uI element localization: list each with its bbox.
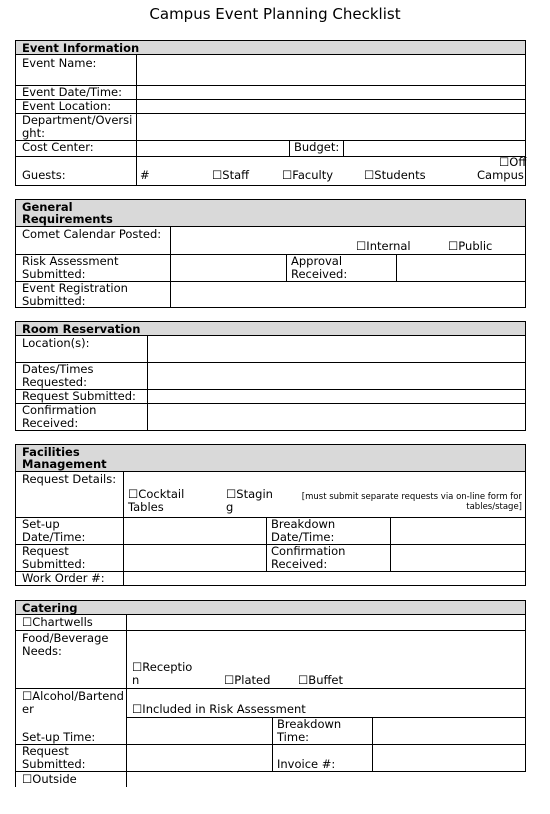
request-submitted-field[interactable] — [148, 390, 525, 403]
risk-assessment-field[interactable] — [171, 255, 286, 281]
dates-requested-label: Dates/Times Requested: — [22, 362, 94, 389]
event-registration-field[interactable] — [171, 282, 525, 307]
general-header-line2: Requirements — [22, 212, 113, 226]
facilities-header — [15, 444, 526, 472]
public-checkbox[interactable]: ☐Public — [448, 239, 493, 253]
event-datetime-label: Event Date/Time: — [22, 85, 122, 99]
guests-label: Guests: — [22, 168, 66, 182]
department-label: Department/Oversi ght: — [22, 113, 133, 140]
event-name-field[interactable] — [137, 56, 525, 85]
cost-center-field[interactable] — [137, 141, 289, 156]
breakdown-datetime-field[interactable] — [391, 518, 525, 544]
confirmation-received-label: Confirmation Received: — [22, 403, 97, 430]
dates-requested-field[interactable] — [148, 363, 525, 389]
reception-checkbox[interactable]: ☐Receptio n — [132, 660, 193, 687]
outside-checkbox[interactable]: ☐Outside — [22, 772, 77, 786]
catering-request-submitted-label: Request Submitted: — [22, 744, 86, 771]
buffet-checkbox[interactable]: ☐Buffet — [298, 673, 343, 687]
breakdown-datetime-label: Breakdown Date/Time: — [271, 517, 336, 544]
general-requirements-header — [15, 199, 526, 227]
setup-datetime-label: Set-up Date/Time: — [22, 517, 86, 544]
setup-time-field[interactable] — [127, 718, 272, 744]
room-reservation-header: Room Reservation — [15, 321, 526, 336]
comet-calendar-label: Comet Calendar Posted: — [22, 227, 162, 241]
chartwells-checkbox[interactable]: ☐Chartwells — [22, 615, 93, 629]
page-title: Campus Event Planning Checklist — [149, 5, 401, 23]
facilities-header-line1: Facilities — [22, 445, 80, 459]
location-label: Location(s): — [22, 336, 90, 350]
breakdown-time-field[interactable] — [373, 718, 525, 744]
budget-field[interactable] — [344, 141, 525, 156]
food-beverage-label: Food/Beverage Needs: — [22, 631, 109, 658]
catering-request-submitted-field[interactable] — [127, 745, 272, 771]
event-location-field[interactable] — [137, 100, 525, 113]
event-information-header: Event Information — [15, 40, 526, 55]
facilities-confirmation-field[interactable] — [391, 545, 525, 571]
cocktail-tables-checkbox[interactable]: ☐Cocktail Tables — [128, 487, 185, 514]
included-risk-checkbox[interactable]: ☐Included in Risk Assessment — [132, 702, 306, 716]
setup-time-label: Set-up Time: — [22, 730, 96, 744]
facilities-confirmation-label: Confirmation Received: — [271, 544, 346, 571]
catering-header: Catering — [15, 600, 526, 615]
work-order-label: Work Order #: — [22, 571, 105, 585]
budget-label: Budget: — [294, 140, 340, 154]
setup-datetime-field[interactable] — [124, 518, 266, 544]
request-submitted-label: Request Submitted: — [22, 389, 136, 403]
event-registration-label: Event Registration Submitted: — [22, 281, 128, 308]
event-name-label: Event Name: — [22, 56, 97, 70]
students-checkbox[interactable]: ☐Students — [364, 168, 426, 182]
off-campus-checkbox[interactable]: ☐Off — [499, 155, 527, 169]
confirmation-received-field[interactable] — [148, 404, 525, 430]
cost-center-label: Cost Center: — [22, 140, 94, 154]
request-details-label: Request Details: — [22, 472, 117, 486]
faculty-checkbox[interactable]: ☐Faculty — [282, 168, 334, 182]
staging-checkbox[interactable]: ☐Stagin g — [226, 487, 273, 514]
general-header-line1: General — [22, 200, 73, 214]
off-campus-label: Campus — [477, 168, 524, 182]
guest-count-label: # — [140, 168, 150, 182]
work-order-field[interactable] — [124, 572, 525, 585]
invoice-field[interactable] — [373, 745, 525, 771]
alcohol-bartender-checkbox[interactable]: ☐Alcohol/Bartend er — [22, 689, 124, 716]
approval-received-label: Approval Received: — [291, 254, 348, 281]
risk-assessment-label: Risk Assessment Submitted: — [22, 254, 119, 281]
location-field[interactable] — [148, 337, 525, 362]
approval-received-field[interactable] — [397, 255, 525, 281]
facilities-request-submitted-field[interactable] — [124, 545, 266, 571]
staff-checkbox[interactable]: ☐Staff — [212, 168, 250, 182]
event-location-label: Event Location: — [22, 99, 112, 113]
facilities-request-submitted-label: Request Submitted: — [22, 544, 86, 571]
event-datetime-field[interactable] — [137, 86, 525, 99]
department-field[interactable] — [137, 114, 525, 140]
chartwells-field[interactable] — [127, 616, 525, 630]
facilities-note: [must submit separate requests via on-line form for tables/stage] — [301, 492, 522, 512]
invoice-label: Invoice #: — [277, 757, 336, 771]
breakdown-time-label: Breakdown Time: — [277, 717, 342, 744]
plated-checkbox[interactable]: ☐Plated — [224, 673, 271, 687]
internal-checkbox[interactable]: ☐Internal — [356, 239, 411, 253]
facilities-header-line2: Management — [22, 457, 107, 471]
